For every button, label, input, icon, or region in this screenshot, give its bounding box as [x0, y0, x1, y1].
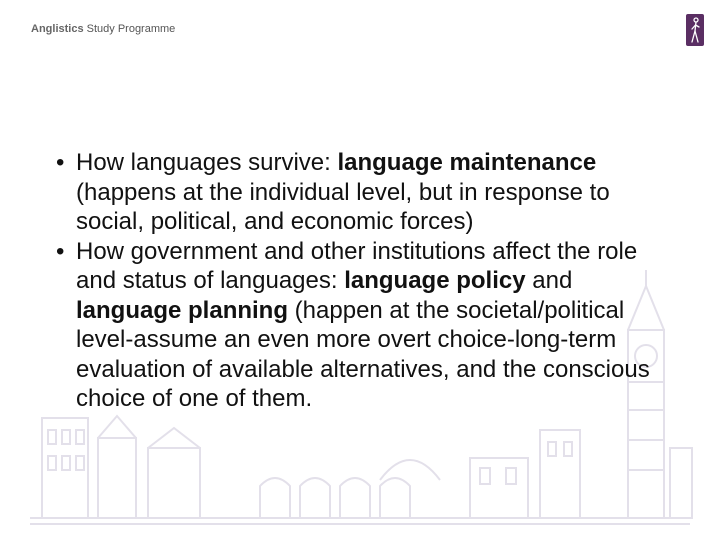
- bullet-text: and: [525, 267, 573, 294]
- bullet-text: How government and other institutions affect the role and status of languages:: [76, 237, 638, 294]
- bullet-bold-term: language maintenance: [337, 149, 597, 176]
- header: [31, 23, 175, 35]
- bullet-bold-term: language policy: [344, 267, 526, 294]
- bullet-text: How languages survive:: [76, 149, 338, 176]
- bullet-text: (happen at the societal/political level-assume an even more overt choice-long-term evaluation of available alternatives, and the conscious choice of one of them.: [76, 296, 650, 412]
- figure-logo-icon: [686, 14, 704, 46]
- bullet-text: (happens at the individual level, but in response to social, political, and economic forces): [76, 178, 610, 235]
- slide-content: [56, 148, 676, 414]
- bullet-mark: •: [56, 149, 65, 176]
- header-brand: Anglistics: [31, 23, 84, 35]
- bullet-item: [56, 237, 676, 414]
- bullet-bold-term: language planning: [76, 296, 289, 324]
- bullet-mark: •: [56, 237, 65, 265]
- header-subtitle: Study Programme: [86, 23, 176, 35]
- bullet-item: [56, 148, 676, 237]
